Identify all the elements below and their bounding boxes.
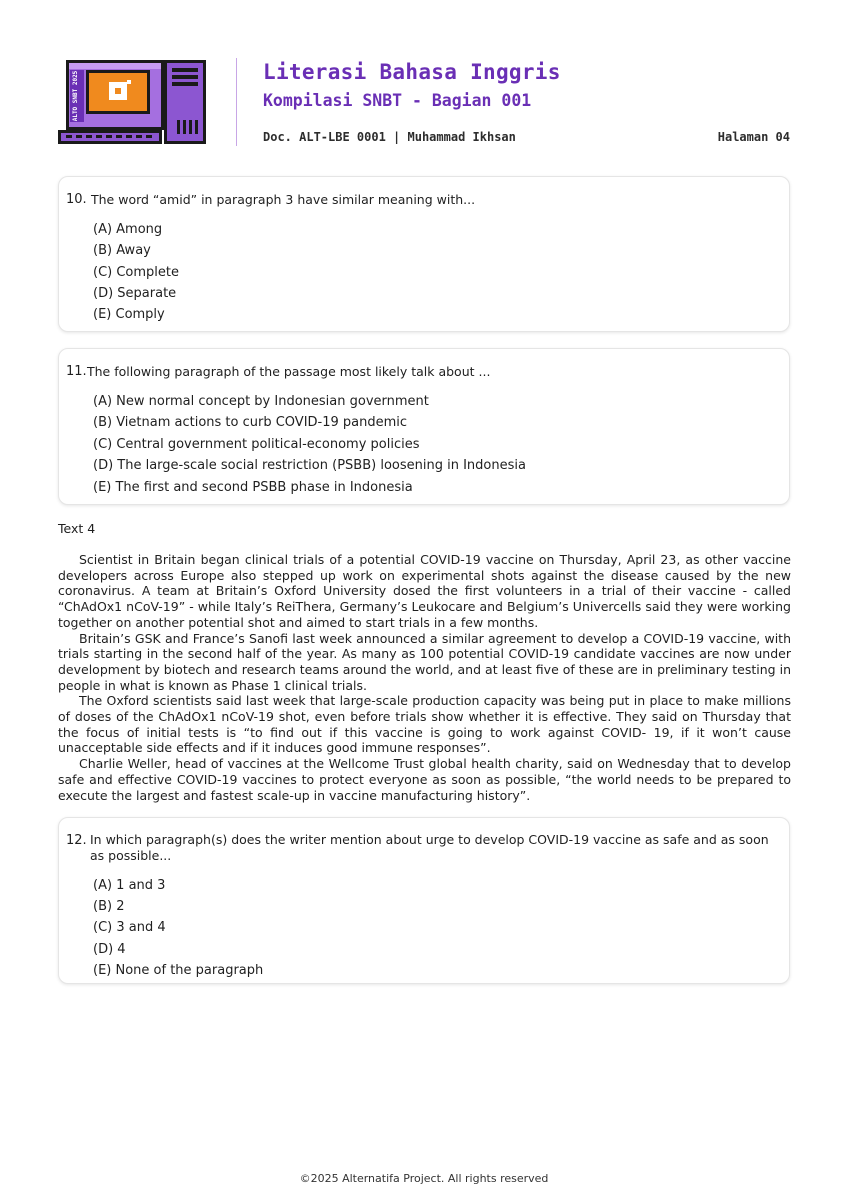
doc-title: Literasi Bahasa Inggris	[263, 60, 561, 84]
option-a: (A) New normal concept by Indonesian government	[93, 394, 429, 409]
option-d: (D) Separate	[93, 286, 177, 301]
option-b: (B) Vietnam actions to curb COVID-19 pandemic	[93, 415, 408, 430]
passage-paragraph: Scientist in Britain began clinical trials of a potential COVID-19 vaccine on Thursday, April 23, as other vaccine developers across Europe also stepped up work on experimental shots against the disease caused by the new coronavirus. A team at Britain’s Oxford University dosed the first volunteers in a trial of their vaccine - called “ChAdOx1 nCoV-19” - while Italy’s ReiThera, Germany’s Leukocare and Belgium’s Univercells said they were working together on another potential shot and aimed to start trials in a few months.	[58, 552, 791, 630]
passage-paragraph: The Oxford scientists said last week that large-scale production capacity was being put in place to make millions of doses of the ChAdOx1 nCoV-19 shot, even before trials show whether it is effective. They said on Thursday that the focus of initial tests is “to find out if this vaccine is going to work against COVID- 19, if it won’t cause unacceptable side effects and if it induces good immune responses”.	[58, 693, 791, 756]
question-text: In which paragraph(s) does the writer mention about urge to develop COVID-19 vaccine as safe and as soon as possible...	[90, 832, 769, 863]
option-b: (B) Away	[93, 243, 151, 258]
svg-text:ALTO SNBT 2025: ALTO SNBT 2025	[72, 70, 79, 122]
question-card-10	[58, 176, 790, 332]
option-e: (E) None of the paragraph	[93, 963, 264, 978]
question-text: The following paragraph of the passage most likely talk about ...	[87, 364, 491, 379]
question-text: The word “amid” in paragraph 3 have similar meaning with...	[91, 192, 476, 207]
option-c: (C) Central government political-economy policies	[93, 437, 420, 452]
header-divider	[236, 58, 237, 146]
page-header	[0, 0, 848, 170]
passage-paragraph: Britain’s GSK and France’s Sanofi last week announced a similar agreement to develop a COVID-19 vaccine, with trials starting in the second half of the year. As many as 100 potential COVID-19 candidate vaccines are now under development by biotech and research teams around the world, and at least five of these are in preliminary testing in people in what is known as Phase 1 clinical trials.	[58, 630, 791, 693]
retro-computer-logo	[56, 58, 208, 146]
option-b: (B) 2	[93, 899, 125, 914]
doc-subtitle: Kompilasi SNBT - Bagian 001	[263, 91, 532, 110]
option-e: (E) The first and second PSBB phase in Indonesia	[93, 480, 413, 495]
question-number: 10.	[66, 192, 87, 207]
option-c: (C) Complete	[93, 265, 180, 280]
passage-text	[58, 552, 791, 803]
option-d: (D) The large-scale social restriction (PSBB) loosening in Indonesia	[93, 458, 526, 473]
option-d: (D) 4	[93, 942, 126, 957]
passage-label: Text 4	[58, 521, 96, 536]
page-footer: ©2025 Alternatifa Project. All rights reserved	[299, 1172, 549, 1185]
option-c: (C) 3 and 4	[93, 920, 166, 935]
doc-meta: Doc. ALT-LBE 0001 | Muhammad Ikhsan	[263, 130, 516, 144]
option-a: (A) Among	[93, 222, 163, 237]
question-card-11	[58, 348, 790, 505]
question-number: 12.	[66, 833, 87, 848]
option-a: (A) 1 and 3	[93, 878, 166, 893]
page-number: Halaman 04	[717, 130, 790, 144]
option-e: (E) Comply	[93, 307, 165, 322]
passage-paragraph: Charlie Weller, head of vaccines at the Wellcome Trust global health charity, said on Wednesday that to develop safe and effective COVID-19 vaccines to protect everyone as soon as possible, “the world needs to be prepared to execute the largest and fastest scale-up in vaccine manufacturing history”.	[58, 756, 791, 803]
question-number: 11.	[66, 364, 87, 379]
question-card-12	[58, 817, 790, 984]
